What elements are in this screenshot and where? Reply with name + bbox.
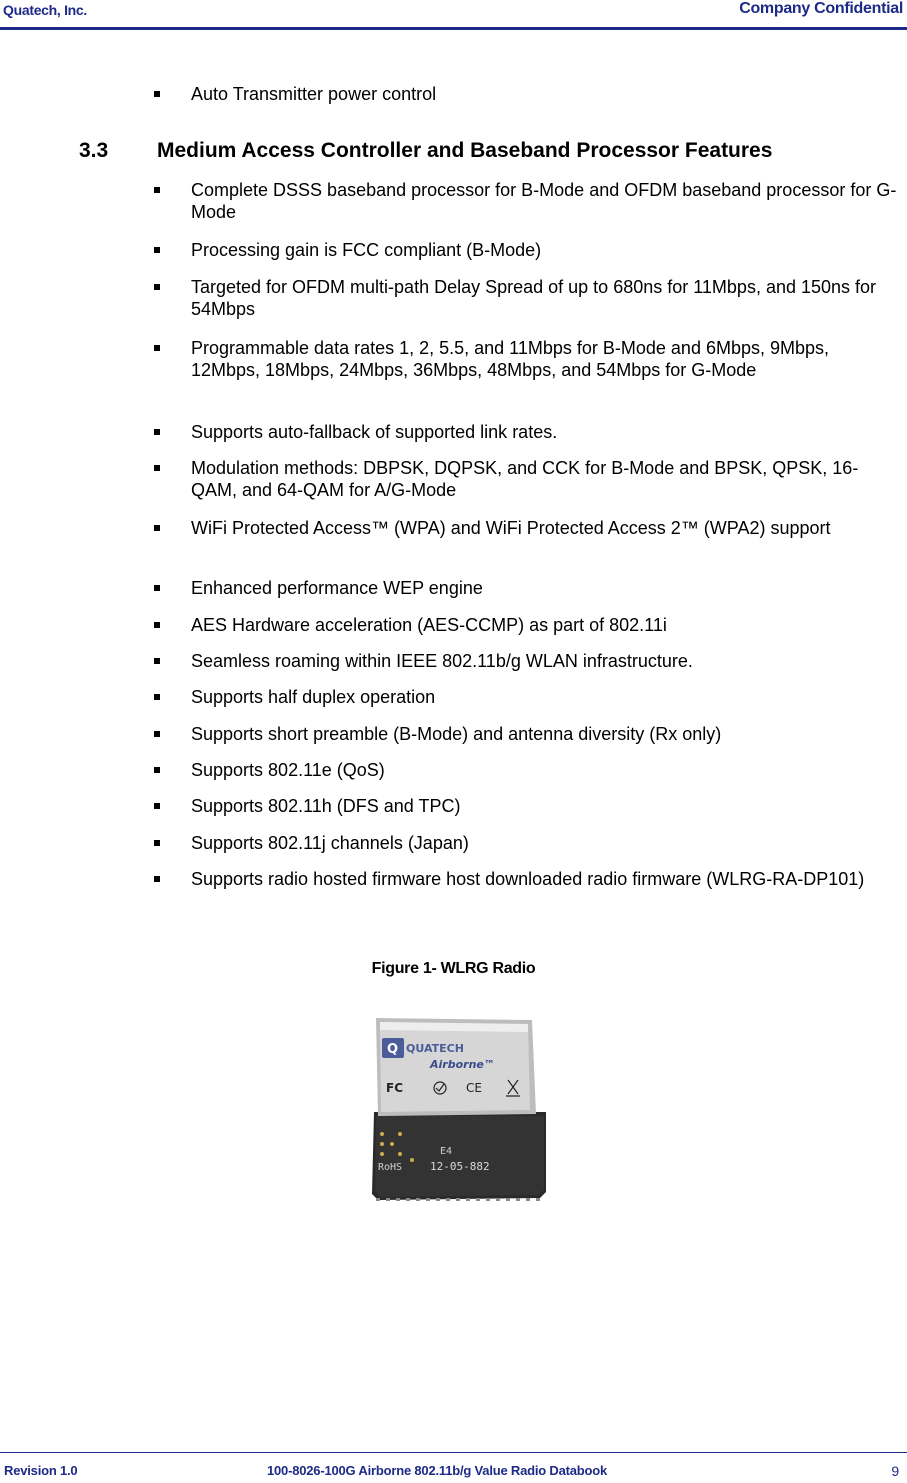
bullet-square-icon <box>154 840 160 846</box>
list-item-text: Targeted for OFDM multi-path Delay Spread of up to 680ns for 11Mbps, and 150ns for 54Mbps <box>191 277 877 319</box>
list-item-text: Supports 802.11j channels (Japan) <box>191 833 469 853</box>
board-small-label: E4 <box>440 1146 453 1157</box>
footer-divider <box>0 1452 907 1453</box>
module-product: Airborne™ <box>430 1058 495 1071</box>
module-brand: QUATECH <box>406 1042 464 1055</box>
list-item-text: Supports short preamble (B-Mode) and antenna diversity (Rx only) <box>191 724 722 744</box>
ce-mark: CE <box>466 1081 482 1095</box>
section-title: Medium Access Controller and Baseband Processor Features <box>157 139 773 162</box>
figure-image-wlrg-radio <box>370 1012 550 1204</box>
bullet-square-icon <box>154 585 160 591</box>
list-item-text: Modulation methods: DBPSK, DQPSK, and CCK for B-Mode and BPSK, QPSK, 16-QAM, and 64-QAM for A/G-Mode <box>191 458 859 500</box>
bullet-square-icon <box>154 465 160 471</box>
bullet-square-icon <box>154 803 160 809</box>
header-company: Quatech, Inc. <box>3 2 88 18</box>
bullet-square-icon <box>154 622 160 628</box>
list-item-text: Seamless roaming within IEEE 802.11b/g WLAN infrastructure. <box>191 651 693 671</box>
bullet-square-icon <box>154 345 160 351</box>
header-confidential: Company Confidential <box>739 0 903 17</box>
bullet-square-icon <box>154 731 160 737</box>
bullet-square-icon <box>154 429 160 435</box>
fcc-mark: FC <box>386 1081 404 1095</box>
bullet-square-icon <box>154 694 160 700</box>
header-divider <box>0 27 907 30</box>
list-item-text: Supports radio hosted firmware host downloaded radio firmware (WLRG-RA-DP101) <box>191 869 865 889</box>
page-header <box>0 0 907 30</box>
bullet-square-icon <box>154 767 160 773</box>
list-item-text: Programmable data rates 1, 2, 5.5, and 11Mbps for B-Mode and 6Mbps, 9Mbps, 12Mbps, 18Mbps, 24Mbps, 36Mbps, 48Mbps, and 54Mbps for G-Mode <box>191 338 830 380</box>
svg-text:Q: Q <box>387 1042 399 1057</box>
list-item-text: WiFi Protected Access™ (WPA) and WiFi Protected Access 2™ (WPA2) support <box>191 518 831 538</box>
bullet-square-icon <box>154 284 160 290</box>
list-item-text: Supports 802.11h (DFS and TPC) <box>191 796 461 816</box>
board-part-label: 12-05-882 <box>430 1160 490 1173</box>
footer-doc-title: 100-8026-100G Airborne 802.11b/g Value Radio Databook <box>267 1463 608 1478</box>
list-item-text: Auto Transmitter power control <box>191 84 437 104</box>
figure-caption: Figure 1- WLRG Radio <box>371 960 536 977</box>
footer-page-number: 9 <box>891 1463 899 1479</box>
bullet-square-icon <box>154 876 160 882</box>
bullet-square-icon <box>154 525 160 531</box>
section-number: 3.3 <box>79 139 109 162</box>
bullet-square-icon <box>154 91 160 97</box>
bullet-square-icon <box>154 187 160 193</box>
bullet-square-icon <box>154 247 160 253</box>
list-item-text: Supports half duplex operation <box>191 687 436 707</box>
footer-revision: Revision 1.0 <box>4 1463 78 1478</box>
list-item-text: Processing gain is FCC compliant (B-Mode) <box>191 240 542 260</box>
list-item-text: Supports 802.11e (QoS) <box>191 760 385 780</box>
bullet-square-icon <box>154 658 160 664</box>
list-item-text: Enhanced performance WEP engine <box>191 578 483 598</box>
list-item-text: Complete DSSS baseband processor for B-Mode and OFDM baseband processor for G-Mode <box>191 180 897 222</box>
board-rohs-label: RoHS <box>378 1162 403 1173</box>
list-item-text: AES Hardware acceleration (AES-CCMP) as part of 802.11i <box>191 615 667 635</box>
list-item-text: Supports auto-fallback of supported link rates. <box>191 422 558 442</box>
